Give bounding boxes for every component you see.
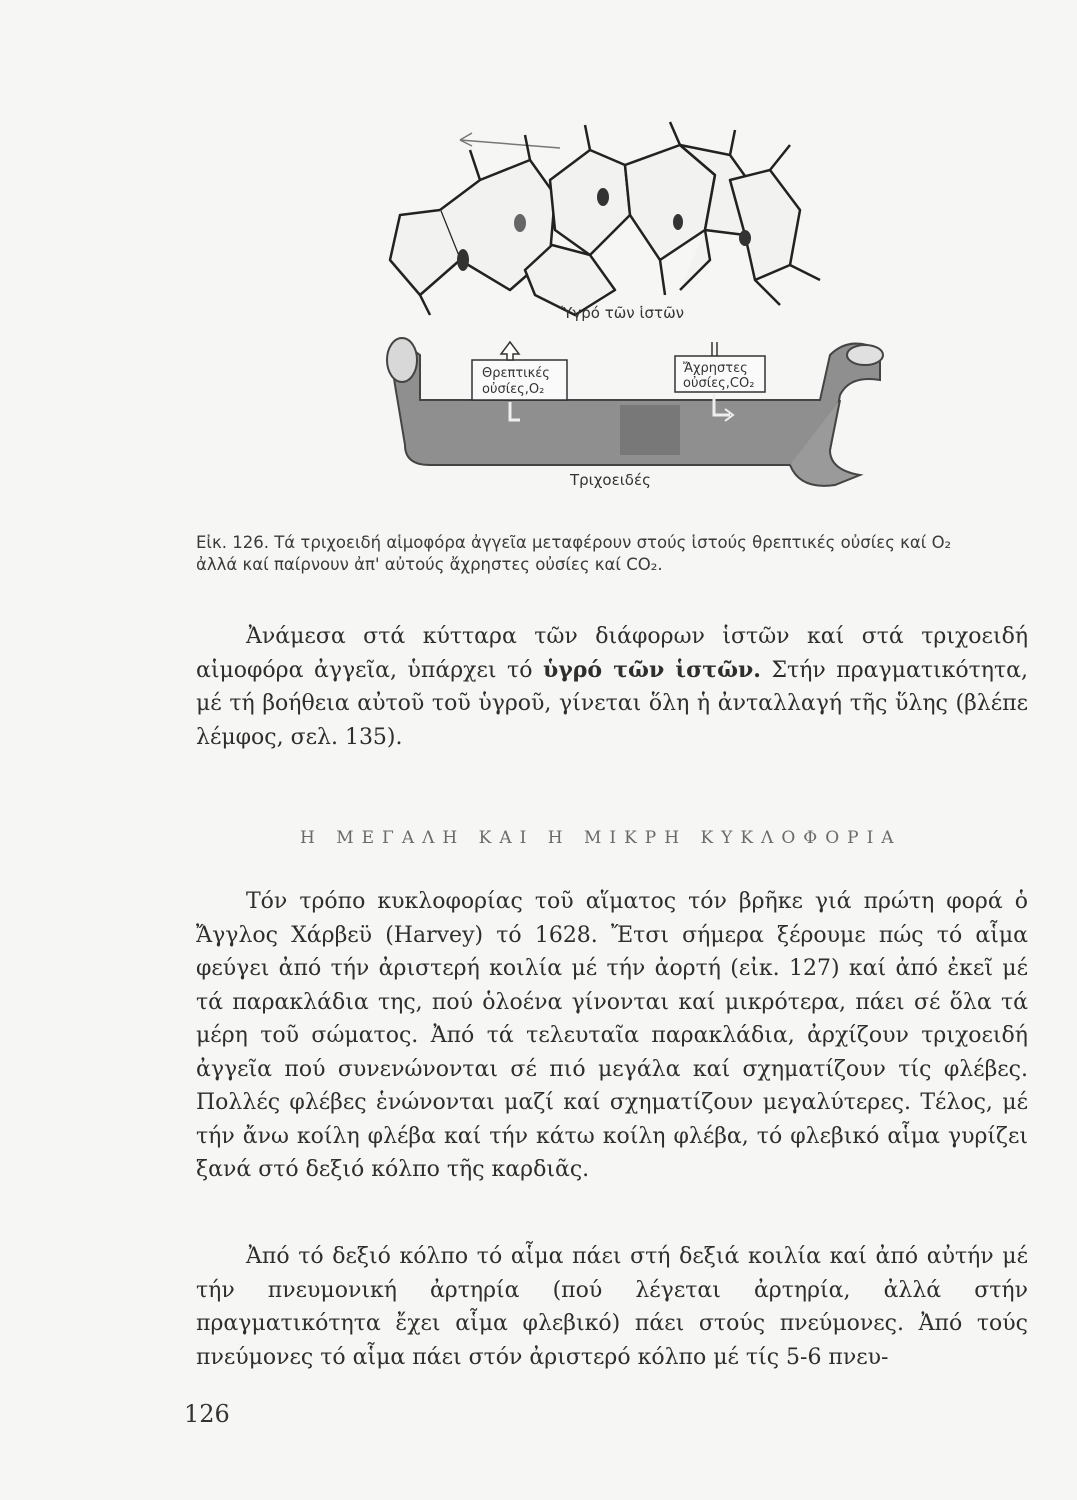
pointer-arrow bbox=[460, 133, 560, 148]
capillary-figure bbox=[360, 120, 920, 510]
capillary-vessel bbox=[387, 338, 883, 486]
paragraph-tissue-fluid: Ἀνάμεσα στά κύτταρα τῶν διάφορων ἱστῶν καί στά τριχοειδή αἱμοφόρα ἀγγεῖα, ὑπάρχει τό ὑγρό τῶν ἱστῶν. Στήν πραγματικότητα, μέ τή βοήθεια αὐτοῦ τοῦ ὑγροῦ, γίνεται ὅλη ἡ ἀνταλλαγή τῆς ὕλης (βλέπε λέμφος, σελ. 135). bbox=[196, 624, 1028, 750]
svg-text:Ἄχρηστες: Ἄχρηστες bbox=[683, 361, 748, 376]
paragraph-pulmonary: Ἀπό τό δεξιό κόλπο τό αἷμα πάει στή δεξιά κοιλία καί ἀπό αὐτήν μέ τήν πνευμονική ἀρτηρία (πού λέγεται ἀρτηρία, ἀλλά στήν πραγματικότητα ἔχει αἷμα φλεβικό) πάει στούς πνεύμονες. Ἀπό τούς πνεύμονες τό αἷμα πάει στόν ἀριστερό κόλπο μέ τίς 5-6 πνευ- bbox=[196, 1244, 1028, 1370]
nutrients-box bbox=[472, 360, 567, 400]
bold-term: ὑγρό τῶν ἱστῶν. bbox=[542, 656, 761, 683]
fluid-label: Ύγρό τῶν ἱστῶν bbox=[560, 304, 685, 322]
caption-line-1: Εἰκ. 126. Τά τριχοειδή αἱμοφόρα ἀγγεῖα μεταφέρουν στούς ἱστούς θρεπτικές οὐσίες καί O₂ bbox=[196, 533, 952, 552]
paragraph-circulation: Τόν τρόπο κυκλοφορίας τοῦ αἵματος τόν βρῆκε γιά πρώτη φορά ὁ Ἄγγλος Χάρβεϋ (Harvey) τό 1628. Ἔτσι σήμερα ξέρουμε πώς τό αἷμα φεύγει ἀπό τήν ἀριστερή κοιλία μέ τήν ἀορτή (εἰκ. 127) καί ἀπό ἐκεῖ μέ τά παρακλάδια της, πού ὁλοένα γίνονται καί μικρότερα, πάει σέ ὅλα τά μέρη τοῦ σώματος. Ἀπό τά τελευταῖα παρακλάδια, ἀρχίζουν τριχοειδή ἀγγεῖα πού συνενώνονται σέ πιό μεγάλα καί σχηματίζουν τίς φλέβες. Πολλές φλέβες ἑνώνονται μαζί καί σχηματίζουν μεγαλύτερες. Τέλος, μέ τήν ἄνω κοίλη φλέβα καί τήν κάτω κοίλη φλέβα, τό φλεβικό αἷμα γυρίζει ξανά στό δεξιό κόλπο τῆς καρδιᾶς. bbox=[196, 889, 1028, 1182]
section-heading: Η ΜΕΓΑΛΗ ΚΑΙ Η ΜΙΚΡΗ ΚΥΚΛΟΦΟΡΙΑ bbox=[300, 828, 902, 848]
page-number: 126 bbox=[184, 1400, 230, 1428]
svg-text:Θρεπτικές: Θρεπτικές bbox=[482, 366, 550, 381]
tissue-cells bbox=[390, 122, 820, 315]
capillary-label: Τριχοειδές bbox=[570, 471, 651, 489]
waste-box bbox=[675, 356, 765, 392]
figure-caption bbox=[196, 532, 1026, 576]
svg-text:οὐσίες,O₂: οὐσίες,O₂ bbox=[482, 382, 545, 397]
caption-line-2: ἀλλά καί παίρνουν ἀπ' αὐτούς ἄχρηστες οὐσίες καί CO₂. bbox=[196, 555, 663, 574]
svg-text:οὐσίες,CO₂: οὐσίες,CO₂ bbox=[683, 376, 755, 391]
